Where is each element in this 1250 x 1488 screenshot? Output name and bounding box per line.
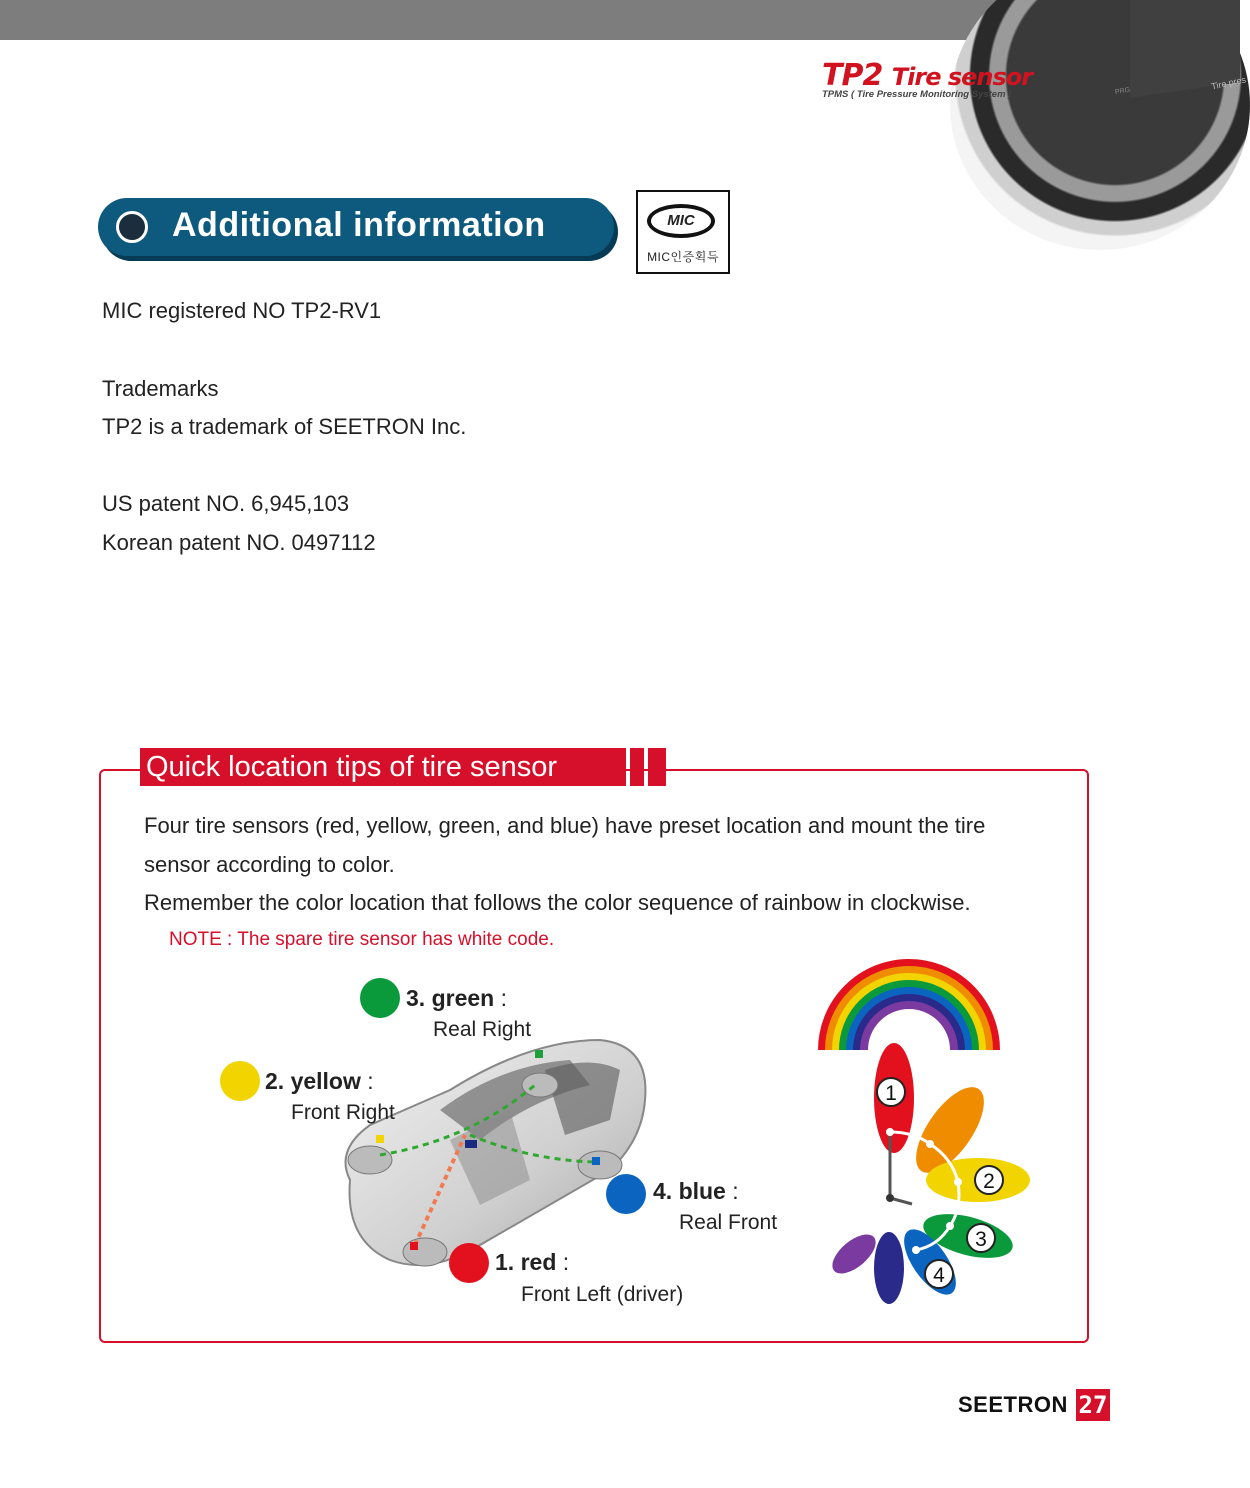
green-sensor-location: Real Right xyxy=(433,1018,532,1041)
yellow-sensor-location: Front Right xyxy=(291,1101,395,1124)
mic-certification-badge xyxy=(636,190,730,274)
label-separator: : xyxy=(367,1068,374,1094)
trademarks-heading: Trademarks xyxy=(102,376,219,401)
tips-paragraph-line: Remember the color location that follows the color sequence of rainbow in clockwise. xyxy=(144,890,971,915)
section-header xyxy=(98,198,614,256)
green-sensor-dot xyxy=(360,978,400,1018)
tips-title: Quick location tips of tire sensor xyxy=(140,748,626,786)
blue-sensor-location: Real Front xyxy=(679,1211,778,1234)
brand-logo xyxy=(822,58,1032,93)
tips-title-bar xyxy=(630,748,644,786)
yellow-sensor-dot xyxy=(220,1061,260,1101)
page-number: 27 xyxy=(1076,1389,1110,1421)
tpms-device-image xyxy=(950,0,1250,250)
brand-logo-tp2: TP2 xyxy=(822,58,883,93)
korean-patent-text: Korean patent NO. 0497112 xyxy=(102,530,376,555)
section-title: Additional information xyxy=(172,206,546,244)
circle-icon xyxy=(116,211,148,243)
label-separator: : xyxy=(732,1178,739,1204)
green-sensor-label xyxy=(406,985,507,1012)
trademark-text: TP2 is a trademark of SEETRON Inc. xyxy=(102,414,467,439)
blue-sensor-name: 4. blue xyxy=(653,1178,726,1204)
footer-brand: SEETRON xyxy=(958,1392,1068,1417)
dial-number-3: 3 xyxy=(975,1228,987,1251)
blue-sensor-dot xyxy=(606,1174,646,1214)
brand-subtitle: TPMS ( Tire Pressure Monitoring System ) xyxy=(822,89,1012,100)
yellow-sensor-name: 2. yellow xyxy=(265,1068,361,1094)
red-sensor-dot xyxy=(449,1243,489,1283)
brand-header xyxy=(822,58,1032,100)
green-sensor-name: 3. green xyxy=(406,985,495,1011)
us-patent-text: US patent NO. 6,945,103 xyxy=(102,491,350,516)
red-sensor-name: 1. red xyxy=(495,1249,557,1275)
dial-number-2: 2 xyxy=(983,1170,995,1193)
dial-number-1: 1 xyxy=(885,1082,897,1105)
color-dial-diagram xyxy=(832,1040,1042,1310)
mic-registered-text: MIC registered NO TP2-RV1 xyxy=(102,298,382,323)
label-separator: : xyxy=(500,985,507,1011)
tips-paragraph-line: sensor according to color. xyxy=(144,852,395,877)
tips-note: NOTE : The spare tire sensor has white code. xyxy=(169,929,555,950)
yellow-sensor-label xyxy=(265,1068,374,1095)
dial-number-4: 4 xyxy=(933,1264,945,1287)
car-illustration xyxy=(330,1030,660,1280)
mic-logo: MIC xyxy=(647,204,715,238)
tips-paragraph-line: Four tire sensors (red, yellow, green, and blue) have preset location and mount the tire xyxy=(144,813,986,838)
mic-caption: MIC인증획득 xyxy=(647,250,719,264)
red-sensor-location: Front Left (driver) xyxy=(521,1283,684,1306)
device-screen-label: Tire pres xyxy=(1210,74,1247,92)
brand-logo-tire: Tire sensor xyxy=(891,63,1033,91)
tips-title-bar xyxy=(648,748,666,786)
red-sensor-label xyxy=(495,1249,569,1276)
device-button-label: PRG xyxy=(1114,86,1131,97)
blue-sensor-label xyxy=(653,1178,739,1205)
label-separator: : xyxy=(562,1249,570,1275)
